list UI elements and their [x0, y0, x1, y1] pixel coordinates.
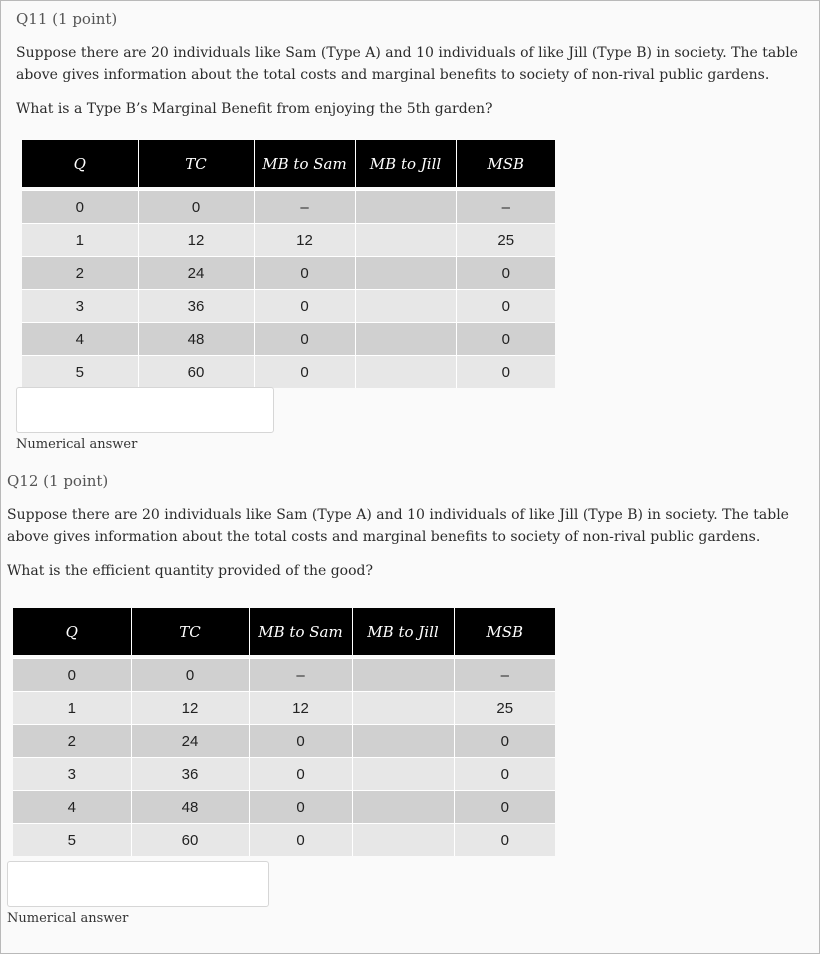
question-12-title: Q12 (1 point) [7, 472, 109, 490]
column-header: MB to Sam [254, 140, 355, 187]
table-cell: 12 [131, 692, 249, 725]
table-cell: 0 [13, 659, 131, 692]
table-cell: 0 [254, 290, 355, 323]
column-header: Q [13, 608, 131, 655]
table-cell: 60 [138, 356, 254, 389]
table-cell: 0 [454, 824, 555, 857]
table-cell: 0 [249, 791, 352, 824]
table-row [22, 191, 555, 224]
table-cell: 24 [131, 725, 249, 758]
table-row [22, 257, 555, 290]
table-cell: 0 [454, 791, 555, 824]
table-cell: – [454, 659, 555, 692]
question-12-table [13, 608, 555, 856]
table-cell [352, 758, 454, 791]
question-11-answer-input[interactable] [16, 387, 274, 433]
question-12-table-wrap [13, 608, 555, 856]
column-header: TC [131, 608, 249, 655]
table-cell: 0 [249, 725, 352, 758]
table-cell: 0 [254, 356, 355, 389]
table-cell [355, 290, 456, 323]
table-cell: 12 [138, 224, 254, 257]
table-cell: 2 [22, 257, 138, 290]
table-cell: 0 [249, 824, 352, 857]
question-12-intro: Suppose there are 20 individuals like Sam (Type A) and 10 individuals of like Jill (Type B) in society. The table above gives information about the total costs and marginal benefits to society of non-rival public gardens. [7, 507, 789, 545]
question-11-intro: Suppose there are 20 individuals like Sam (Type A) and 10 individuals of like Jill (Type B) in society. The table above gives information about the total costs and marginal benefits to society of non-rival public gardens. [16, 45, 798, 83]
table-cell: 5 [22, 356, 138, 389]
question-11-title: Q11 (1 point) [16, 10, 118, 28]
table-cell [352, 791, 454, 824]
column-header: TC [138, 140, 254, 187]
table-row [22, 323, 555, 356]
question-11-prompt: What is a Type B’s Marginal Benefit from enjoying the 5th garden? [16, 101, 493, 117]
table-row [13, 659, 555, 692]
table-cell: 0 [454, 725, 555, 758]
table-cell: 60 [131, 824, 249, 857]
question-11-table [22, 140, 555, 388]
table-row [22, 224, 555, 257]
question-11-answer-label: Numerical answer [16, 437, 138, 452]
table-cell [352, 659, 454, 692]
table-cell: 0 [22, 191, 138, 224]
table-cell [355, 257, 456, 290]
table-cell [355, 224, 456, 257]
table-header-row [13, 608, 555, 655]
question-11 [16, 10, 806, 120]
table-cell: 0 [138, 191, 254, 224]
table-cell: 4 [22, 323, 138, 356]
table-cell: 48 [131, 791, 249, 824]
column-header: Q [22, 140, 138, 187]
table-row [13, 791, 555, 824]
table-cell: 3 [13, 758, 131, 791]
table-row [22, 290, 555, 323]
table-cell [352, 725, 454, 758]
table-cell: 0 [254, 257, 355, 290]
table-cell [355, 356, 456, 389]
table-cell: – [456, 191, 555, 224]
question-12-answer-input[interactable] [7, 861, 269, 907]
table-cell: 25 [456, 224, 555, 257]
table-cell: 0 [454, 758, 555, 791]
table-cell: 2 [13, 725, 131, 758]
column-header: MB to Sam [249, 608, 352, 655]
column-header: MB to Jill [352, 608, 454, 655]
table-cell [355, 191, 456, 224]
table-cell: 0 [456, 290, 555, 323]
table-cell: 12 [249, 692, 352, 725]
table-cell [355, 323, 456, 356]
table-cell: 36 [131, 758, 249, 791]
table-cell: 0 [456, 257, 555, 290]
table-cell: – [249, 659, 352, 692]
table-cell: 5 [13, 824, 131, 857]
table-cell [352, 692, 454, 725]
table-cell: 36 [138, 290, 254, 323]
table-cell: 3 [22, 290, 138, 323]
table-cell: 4 [13, 791, 131, 824]
table-cell: 0 [456, 356, 555, 389]
table-cell [352, 824, 454, 857]
table-row [13, 692, 555, 725]
question-12-prompt: What is the efficient quantity provided of the good? [7, 563, 374, 579]
table-row [13, 824, 555, 857]
table-cell: 25 [454, 692, 555, 725]
question-11-table-wrap [22, 140, 555, 388]
table-row [22, 356, 555, 389]
table-cell: 48 [138, 323, 254, 356]
table-cell: 0 [249, 758, 352, 791]
table-header-row [22, 140, 555, 187]
table-cell: 1 [22, 224, 138, 257]
table-cell: 0 [131, 659, 249, 692]
table-cell: 0 [456, 323, 555, 356]
column-header: MB to Jill [355, 140, 456, 187]
column-header: MSB [454, 608, 555, 655]
table-cell: 0 [254, 323, 355, 356]
table-cell: 12 [254, 224, 355, 257]
table-cell: 1 [13, 692, 131, 725]
table-row [13, 725, 555, 758]
column-header: MSB [456, 140, 555, 187]
table-cell: – [254, 191, 355, 224]
table-row [13, 758, 555, 791]
table-cell: 24 [138, 257, 254, 290]
question-12 [7, 472, 813, 582]
question-12-answer-label: Numerical answer [7, 911, 129, 926]
